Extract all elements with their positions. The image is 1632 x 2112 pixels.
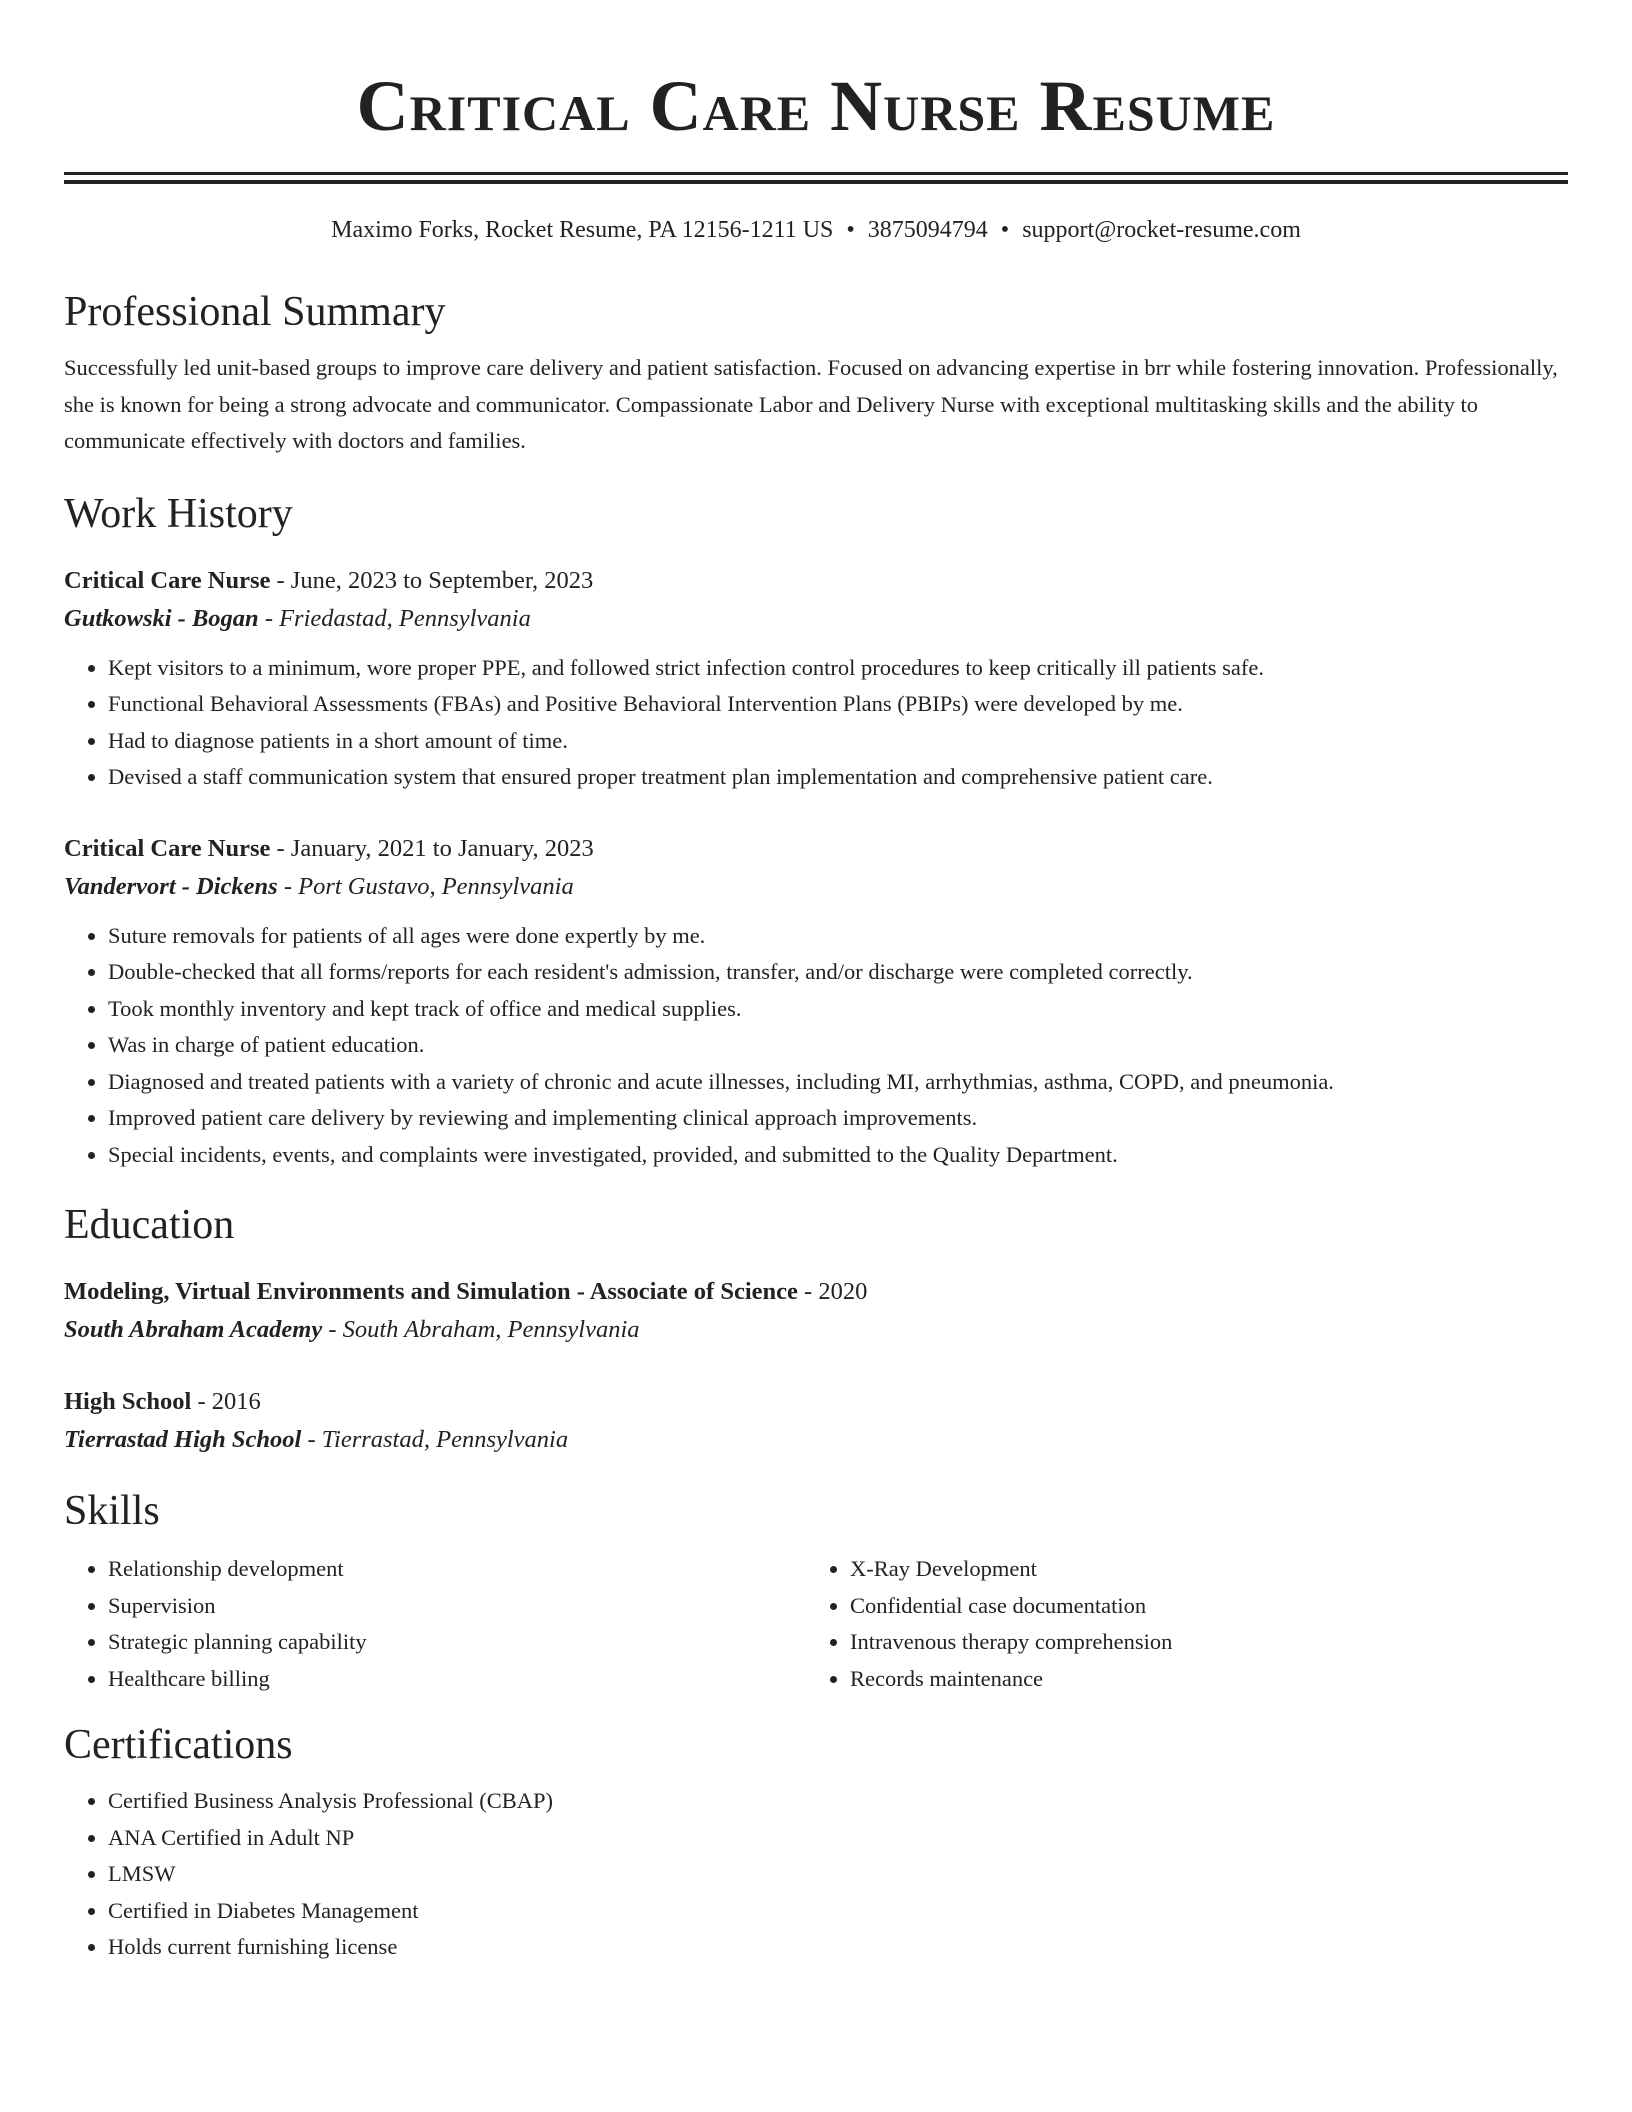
list-item: • Functional Behavioral Assessments (FBAs) and Positive Behavioral Intervention Plans (PBIPs) were developed by me.	[108, 686, 1568, 723]
job-dates: - January, 2021 to January, 2023	[270, 834, 594, 862]
list-item: • Improved patient care delivery by reviewing and implementing clinical approach improvements.	[108, 1100, 1568, 1137]
job-employer-line	[64, 868, 1568, 906]
list-item: • X-Ray Development	[850, 1551, 1548, 1588]
job-dates: - June, 2023 to September, 2023	[270, 566, 594, 594]
list-item: • Certified in Diabetes Management	[108, 1893, 1568, 1930]
job-entry	[64, 830, 1568, 1174]
list-item: • Devised a staff communication system that ensured proper treatment plan implementation and comprehensive patient care.	[108, 759, 1568, 796]
contact-separator: •	[1000, 217, 1010, 243]
job-employer: Gutkowski - Bogan	[64, 604, 259, 632]
job-employer: Vandervort - Dickens	[64, 872, 278, 900]
list-item: • Intravenous therapy comprehension	[850, 1624, 1548, 1661]
job-bullets	[64, 918, 1568, 1174]
education-school-line	[64, 1421, 1568, 1459]
list-item: • Had to diagnose patients in a short amount of time.	[108, 723, 1568, 760]
education-header	[64, 1273, 1568, 1311]
list-item: • Healthcare billing	[108, 1661, 806, 1698]
education-location: - South Abraham, Pennsylvania	[322, 1316, 640, 1343]
skills-heading: Skills	[64, 1488, 160, 1534]
list-item: • Certified Business Analysis Professional (CBAP)	[108, 1783, 1568, 1820]
list-item: • Double-checked that all forms/reports for each resident's admission, transfer, and/or discharge were completed correctly.	[108, 954, 1568, 991]
list-item: • LMSW	[108, 1856, 1568, 1893]
skills-column-left	[64, 1551, 806, 1697]
list-item: • Records maintenance	[850, 1661, 1548, 1698]
education-entry	[64, 1383, 1568, 1459]
job-header	[64, 830, 1568, 868]
contact-separator: •	[846, 217, 855, 243]
skills-grid	[64, 1551, 1568, 1697]
certifications-heading: Certifications	[64, 1722, 293, 1768]
certifications-list	[64, 1783, 1568, 1966]
summary-text: Successfully led unit-based groups to improve care delivery and patient satisfaction. Focused on advancing expertise in brr while fostering innovation. Professionally, she is known for being a strong advocate and communicator. Compassionate Labor and Delivery Nurse with exceptional multitasking skills and the ability to communicate effectively with doctors and families.	[64, 355, 1558, 453]
education-school-line	[64, 1311, 1568, 1349]
list-item: • Supervision	[108, 1588, 806, 1625]
list-item: • Special incidents, events, and complaints were investigated, provided, and submitted to the Quality Department.	[108, 1137, 1568, 1174]
education-location: - Tierrastad, Pennsylvania	[301, 1426, 569, 1453]
education-degree: High School	[64, 1388, 192, 1415]
list-item: • Strategic planning capability	[108, 1624, 806, 1661]
job-employer-line	[64, 600, 1568, 638]
education-year: - 2016	[191, 1388, 261, 1415]
list-item: • ANA Certified in Adult NP	[108, 1820, 1568, 1857]
skills-list	[806, 1551, 1548, 1697]
education-heading: Education	[64, 1202, 235, 1248]
list-item: • Relationship development	[108, 1551, 806, 1588]
list-item: • Diagnosed and treated patients with a variety of chronic and acute illnesses, including MI, arrhythmias, asthma, COPD, and pneumonia.	[108, 1064, 1568, 1101]
job-location: - Friedastad, Pennsylvania	[258, 604, 531, 632]
list-item: • Took monthly inventory and kept track of office and medical supplies.	[108, 991, 1568, 1028]
education-header	[64, 1383, 1568, 1421]
contact-address: Maximo Forks, Rocket Resume, PA 12156-1211 US	[331, 217, 834, 243]
list-item: • Confidential case documentation	[850, 1588, 1548, 1625]
job-bullets	[64, 650, 1568, 796]
title-divider	[64, 172, 1568, 184]
contact-line	[64, 214, 1568, 246]
contact-phone: 3875094794	[867, 217, 988, 243]
education-school: Tierrastad High School	[64, 1426, 302, 1453]
summary-heading: Professional Summary	[64, 289, 446, 335]
job-title: Critical Care Nurse	[64, 566, 271, 594]
skills-list	[64, 1551, 806, 1697]
list-item: • Suture removals for patients of all ages were done expertly by me.	[108, 918, 1568, 955]
job-location: - Port Gustavo, Pennsylvania	[277, 872, 574, 900]
skills-column-right	[806, 1551, 1548, 1697]
education-entry	[64, 1273, 1568, 1349]
education-school: South Abraham Academy	[64, 1316, 323, 1343]
job-header	[64, 562, 1568, 600]
job-entry	[64, 562, 1568, 796]
contact-email: support@rocket-resume.com	[1022, 217, 1301, 243]
job-title: Critical Care Nurse	[64, 834, 271, 862]
education-year: - 2020	[797, 1278, 868, 1305]
education-degree: Modeling, Virtual Environments and Simulation - Associate of Science	[64, 1278, 798, 1305]
list-item: • Kept visitors to a minimum, wore proper PPE, and followed strict infection control procedures to keep critically ill patients safe.	[108, 650, 1568, 687]
work-history-heading: Work History	[64, 490, 293, 537]
list-item: • Holds current furnishing license	[108, 1929, 1568, 1966]
resume-title: Critical Care Nurse Resume	[356, 66, 1276, 146]
list-item: • Was in charge of patient education.	[108, 1027, 1568, 1064]
